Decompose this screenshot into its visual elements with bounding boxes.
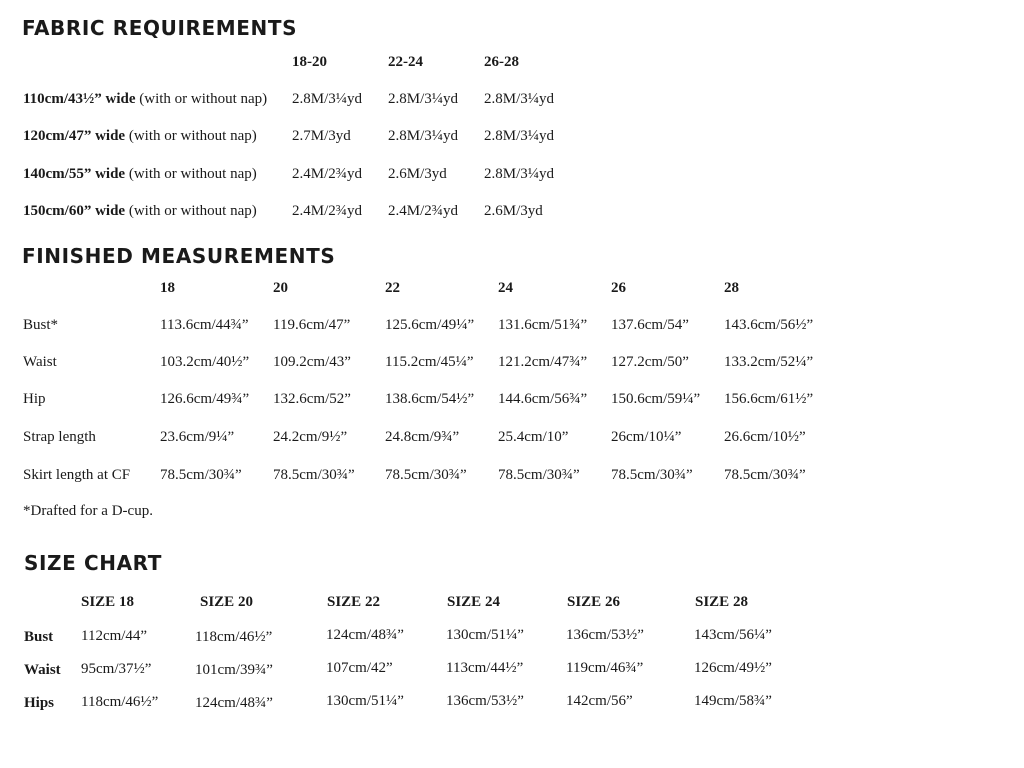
fabric-header-18-20: 18-20	[292, 54, 327, 70]
size-chart-cell: 118cm/46½”	[195, 629, 273, 645]
size-chart-cell: 126cm/49½”	[694, 660, 772, 676]
size-chart-cell: 124cm/48¾”	[326, 627, 404, 643]
fabric-cell: 2.8M/3¼yd	[388, 128, 459, 144]
size-chart-cell: 118cm/46½”	[81, 694, 159, 710]
d-cup-footnote: *Drafted for a D-cup.	[23, 503, 153, 519]
finished-cell: 127.2cm/50”	[611, 354, 689, 370]
size-chart-cell: 101cm/39¾”	[195, 662, 273, 678]
size-chart-cell: 107cm/42”	[326, 660, 393, 676]
fabric-width: 150cm/60” wide	[23, 203, 126, 219]
size-chart-header: SIZE 22	[327, 594, 380, 610]
size-chart-row-label: Waist	[24, 662, 61, 678]
finished-row-label: Skirt length at CF	[23, 467, 131, 483]
fabric-cell: 2.6M/3yd	[388, 166, 447, 182]
fabric-row-label	[23, 165, 257, 183]
finished-cell: 132.6cm/52”	[273, 391, 351, 407]
fabric-header-22-24: 22-24	[388, 54, 423, 70]
size-chart-cell: 119cm/46¾”	[566, 660, 644, 676]
finished-cell: 125.6cm/49¼”	[385, 317, 475, 333]
finished-cell: 113.6cm/44¾”	[160, 317, 249, 333]
size-chart-cell: 149cm/58¾”	[694, 693, 772, 709]
finished-cell: 25.4cm/10”	[498, 429, 569, 445]
fabric-cell: 2.8M/3¼yd	[292, 91, 363, 107]
fabric-nap-note: (with or without nap)	[128, 203, 257, 219]
finished-cell: 24.2cm/9½”	[273, 429, 348, 445]
size-chart-heading: SIZE CHART	[24, 551, 163, 575]
size-chart-cell: 136cm/53½”	[566, 627, 644, 643]
size-chart-row-label: Hips	[24, 695, 55, 711]
fabric-row-label	[23, 90, 267, 108]
size-chart-cell: 124cm/48¾”	[195, 695, 273, 711]
finished-cell: 137.6cm/54”	[611, 317, 689, 333]
finished-measurements-heading: FINISHED MEASUREMENTS	[22, 244, 336, 268]
size-chart-header: SIZE 28	[695, 594, 748, 610]
fabric-row-label	[23, 202, 257, 220]
size-chart-row-label: Bust	[24, 629, 54, 645]
finished-cell: 26cm/10¼”	[611, 429, 682, 445]
size-chart-cell: 113cm/44½”	[446, 660, 524, 676]
fabric-nap-note: (with or without nap)	[139, 91, 268, 107]
finished-header-size: 22	[385, 280, 400, 296]
fabric-width: 110cm/43½” wide	[23, 91, 136, 107]
fabric-row-label	[23, 127, 257, 145]
fabric-header-26-28: 26-28	[484, 54, 519, 70]
size-chart-cell: 130cm/51¼”	[446, 627, 524, 643]
finished-cell: 131.6cm/51¾”	[498, 317, 588, 333]
finished-cell: 144.6cm/56¾”	[498, 391, 588, 407]
finished-cell: 150.6cm/59¼”	[611, 391, 701, 407]
size-chart-cell: 143cm/56¼”	[694, 627, 772, 643]
finished-cell: 156.6cm/61½”	[724, 391, 814, 407]
finished-header-size: 24	[498, 280, 513, 296]
finished-cell: 143.6cm/56½”	[724, 317, 814, 333]
finished-cell: 109.2cm/43”	[273, 354, 351, 370]
finished-cell: 23.6cm/9¼”	[160, 429, 235, 445]
finished-cell: 115.2cm/45¼”	[385, 354, 474, 370]
fabric-cell: 2.4M/2¾yd	[292, 166, 363, 182]
size-chart-cell: 136cm/53½”	[446, 693, 524, 709]
finished-cell: 78.5cm/30¾”	[724, 467, 806, 483]
size-chart-cell: 95cm/37½”	[81, 661, 152, 677]
finished-row-label: Bust*	[23, 317, 59, 333]
finished-cell: 103.2cm/40½”	[160, 354, 250, 370]
size-chart-header: SIZE 24	[447, 594, 500, 610]
fabric-cell: 2.8M/3¼yd	[388, 91, 459, 107]
finished-header-size: 28	[724, 280, 739, 296]
finished-row-label: Strap length	[23, 429, 96, 445]
finished-cell: 121.2cm/47¾”	[498, 354, 588, 370]
fabric-cell: 2.6M/3yd	[484, 203, 543, 219]
finished-header-size: 18	[160, 280, 175, 296]
finished-cell: 78.5cm/30¾”	[273, 467, 355, 483]
finished-cell: 78.5cm/30¾”	[385, 467, 467, 483]
finished-row-label: Waist	[23, 354, 57, 370]
size-chart-header: SIZE 26	[567, 594, 620, 610]
fabric-requirements-heading: FABRIC REQUIREMENTS	[22, 16, 298, 40]
finished-cell: 78.5cm/30¾”	[160, 467, 242, 483]
finished-cell: 24.8cm/9¾”	[385, 429, 460, 445]
size-chart-header: SIZE 18	[81, 594, 134, 610]
finished-header-size: 26	[611, 280, 626, 296]
finished-cell: 119.6cm/47”	[273, 317, 351, 333]
fabric-width: 120cm/47” wide	[23, 128, 126, 144]
finished-cell: 138.6cm/54½”	[385, 391, 475, 407]
finished-cell: 78.5cm/30¾”	[611, 467, 693, 483]
size-chart-cell: 112cm/44”	[81, 628, 148, 644]
fabric-width: 140cm/55” wide	[23, 166, 126, 182]
fabric-cell: 2.8M/3¼yd	[484, 91, 555, 107]
fabric-cell: 2.8M/3¼yd	[484, 166, 555, 182]
size-chart-cell: 130cm/51¼”	[326, 693, 404, 709]
size-chart-header: SIZE 20	[200, 594, 253, 610]
fabric-nap-note: (with or without nap)	[128, 166, 257, 182]
finished-cell: 26.6cm/10½”	[724, 429, 806, 445]
fabric-cell: 2.7M/3yd	[292, 128, 351, 144]
fabric-cell: 2.4M/2¾yd	[388, 203, 459, 219]
fabric-nap-note: (with or without nap)	[128, 128, 257, 144]
fabric-cell: 2.8M/3¼yd	[484, 128, 555, 144]
finished-cell: 126.6cm/49¾”	[160, 391, 250, 407]
finished-cell: 78.5cm/30¾”	[498, 467, 580, 483]
size-chart-cell: 142cm/56”	[566, 693, 633, 709]
fabric-cell: 2.4M/2¾yd	[292, 203, 363, 219]
finished-cell: 133.2cm/52¼”	[724, 354, 814, 370]
finished-header-size: 20	[273, 280, 288, 296]
finished-row-label: Hip	[23, 391, 46, 407]
